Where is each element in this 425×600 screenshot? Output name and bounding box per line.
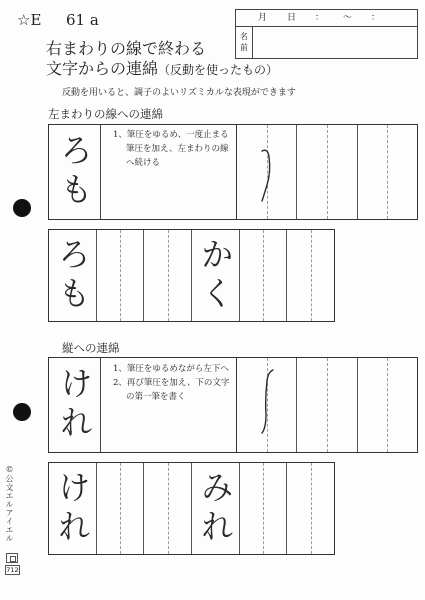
day-label: 日 — [287, 13, 297, 23]
model-cell — [49, 125, 101, 219]
binder-hole — [13, 199, 31, 217]
section-1-practice-grid — [48, 229, 335, 322]
intro-text: 反動を用いると、調子のよいリズミカルな表現ができます — [62, 88, 296, 98]
page-code: 712 — [6, 566, 19, 574]
model-handwriting: けれ — [55, 366, 94, 444]
time-range-tilde: ～ — [343, 13, 353, 23]
instruction-line: 1、筆圧をゆるめながら左下へ — [113, 364, 229, 374]
name-label-cell — [236, 26, 253, 58]
title-line-1: 右まわりの線で終わる — [46, 39, 207, 58]
practice-column — [358, 125, 417, 219]
section-1-heading: 左まわりの線への連綿 — [48, 107, 163, 121]
binder-hole — [13, 403, 31, 421]
practice-column — [287, 463, 334, 554]
instruction-line: 筆圧を加え、左まわりの線 — [126, 144, 229, 154]
practice-column — [240, 230, 288, 321]
name-label-top: 名 — [240, 32, 248, 41]
name-label-bottom: 前 — [240, 43, 248, 52]
model-handwriting: けれ — [52, 469, 92, 548]
sheet-number: 61 a — [66, 11, 99, 29]
practice-column — [237, 125, 297, 219]
practice-column — [144, 463, 192, 554]
practice-column — [97, 230, 145, 321]
instruction-line: の第一筆を書く — [126, 392, 186, 402]
code-mark — [6, 553, 18, 563]
practice-column — [287, 230, 334, 321]
level-label: ☆E — [17, 11, 42, 29]
model-handwriting: ろも — [52, 236, 92, 315]
section-2-practice-grid — [48, 462, 335, 555]
date-name-box — [235, 9, 418, 59]
title-line-2 — [46, 60, 278, 79]
practice-column — [297, 125, 357, 219]
start-time-colon: ： — [315, 13, 325, 23]
practice-column — [237, 358, 297, 452]
model-column — [192, 230, 240, 321]
copyright-text: ©公文エルアイエル — [5, 465, 14, 543]
model-column — [49, 463, 97, 554]
title-line-2-main: 文字からの連綿 — [46, 59, 159, 78]
model-handwriting: かく — [195, 236, 235, 315]
practice-column — [358, 358, 417, 452]
practice-column — [144, 230, 192, 321]
instruction-line: へ続ける — [126, 158, 161, 168]
model-cell — [49, 358, 101, 452]
title-subtitle: （反動を使ったもの） — [158, 63, 279, 77]
section-2-heading: 縦への連綿 — [62, 341, 120, 355]
model-column — [192, 463, 240, 554]
model-handwriting: ろも — [55, 133, 94, 211]
section-2-lesson-block — [48, 357, 418, 453]
end-time-colon: ： — [371, 13, 381, 23]
instruction-area — [101, 125, 237, 219]
instruction-area — [101, 358, 237, 452]
practice-column — [240, 463, 288, 554]
month-label: 月 — [258, 13, 268, 23]
practice-column — [97, 463, 145, 554]
instruction-line: 2、再び筆圧を加え、下の文字 — [113, 378, 230, 388]
model-handwriting: みれ — [195, 469, 235, 548]
date-row — [236, 10, 417, 27]
model-column — [49, 230, 97, 321]
section-1-lesson-block — [48, 124, 418, 220]
practice-column — [297, 358, 357, 452]
instruction-line: 1、筆圧をゆるめ、一度止まる — [113, 130, 229, 140]
